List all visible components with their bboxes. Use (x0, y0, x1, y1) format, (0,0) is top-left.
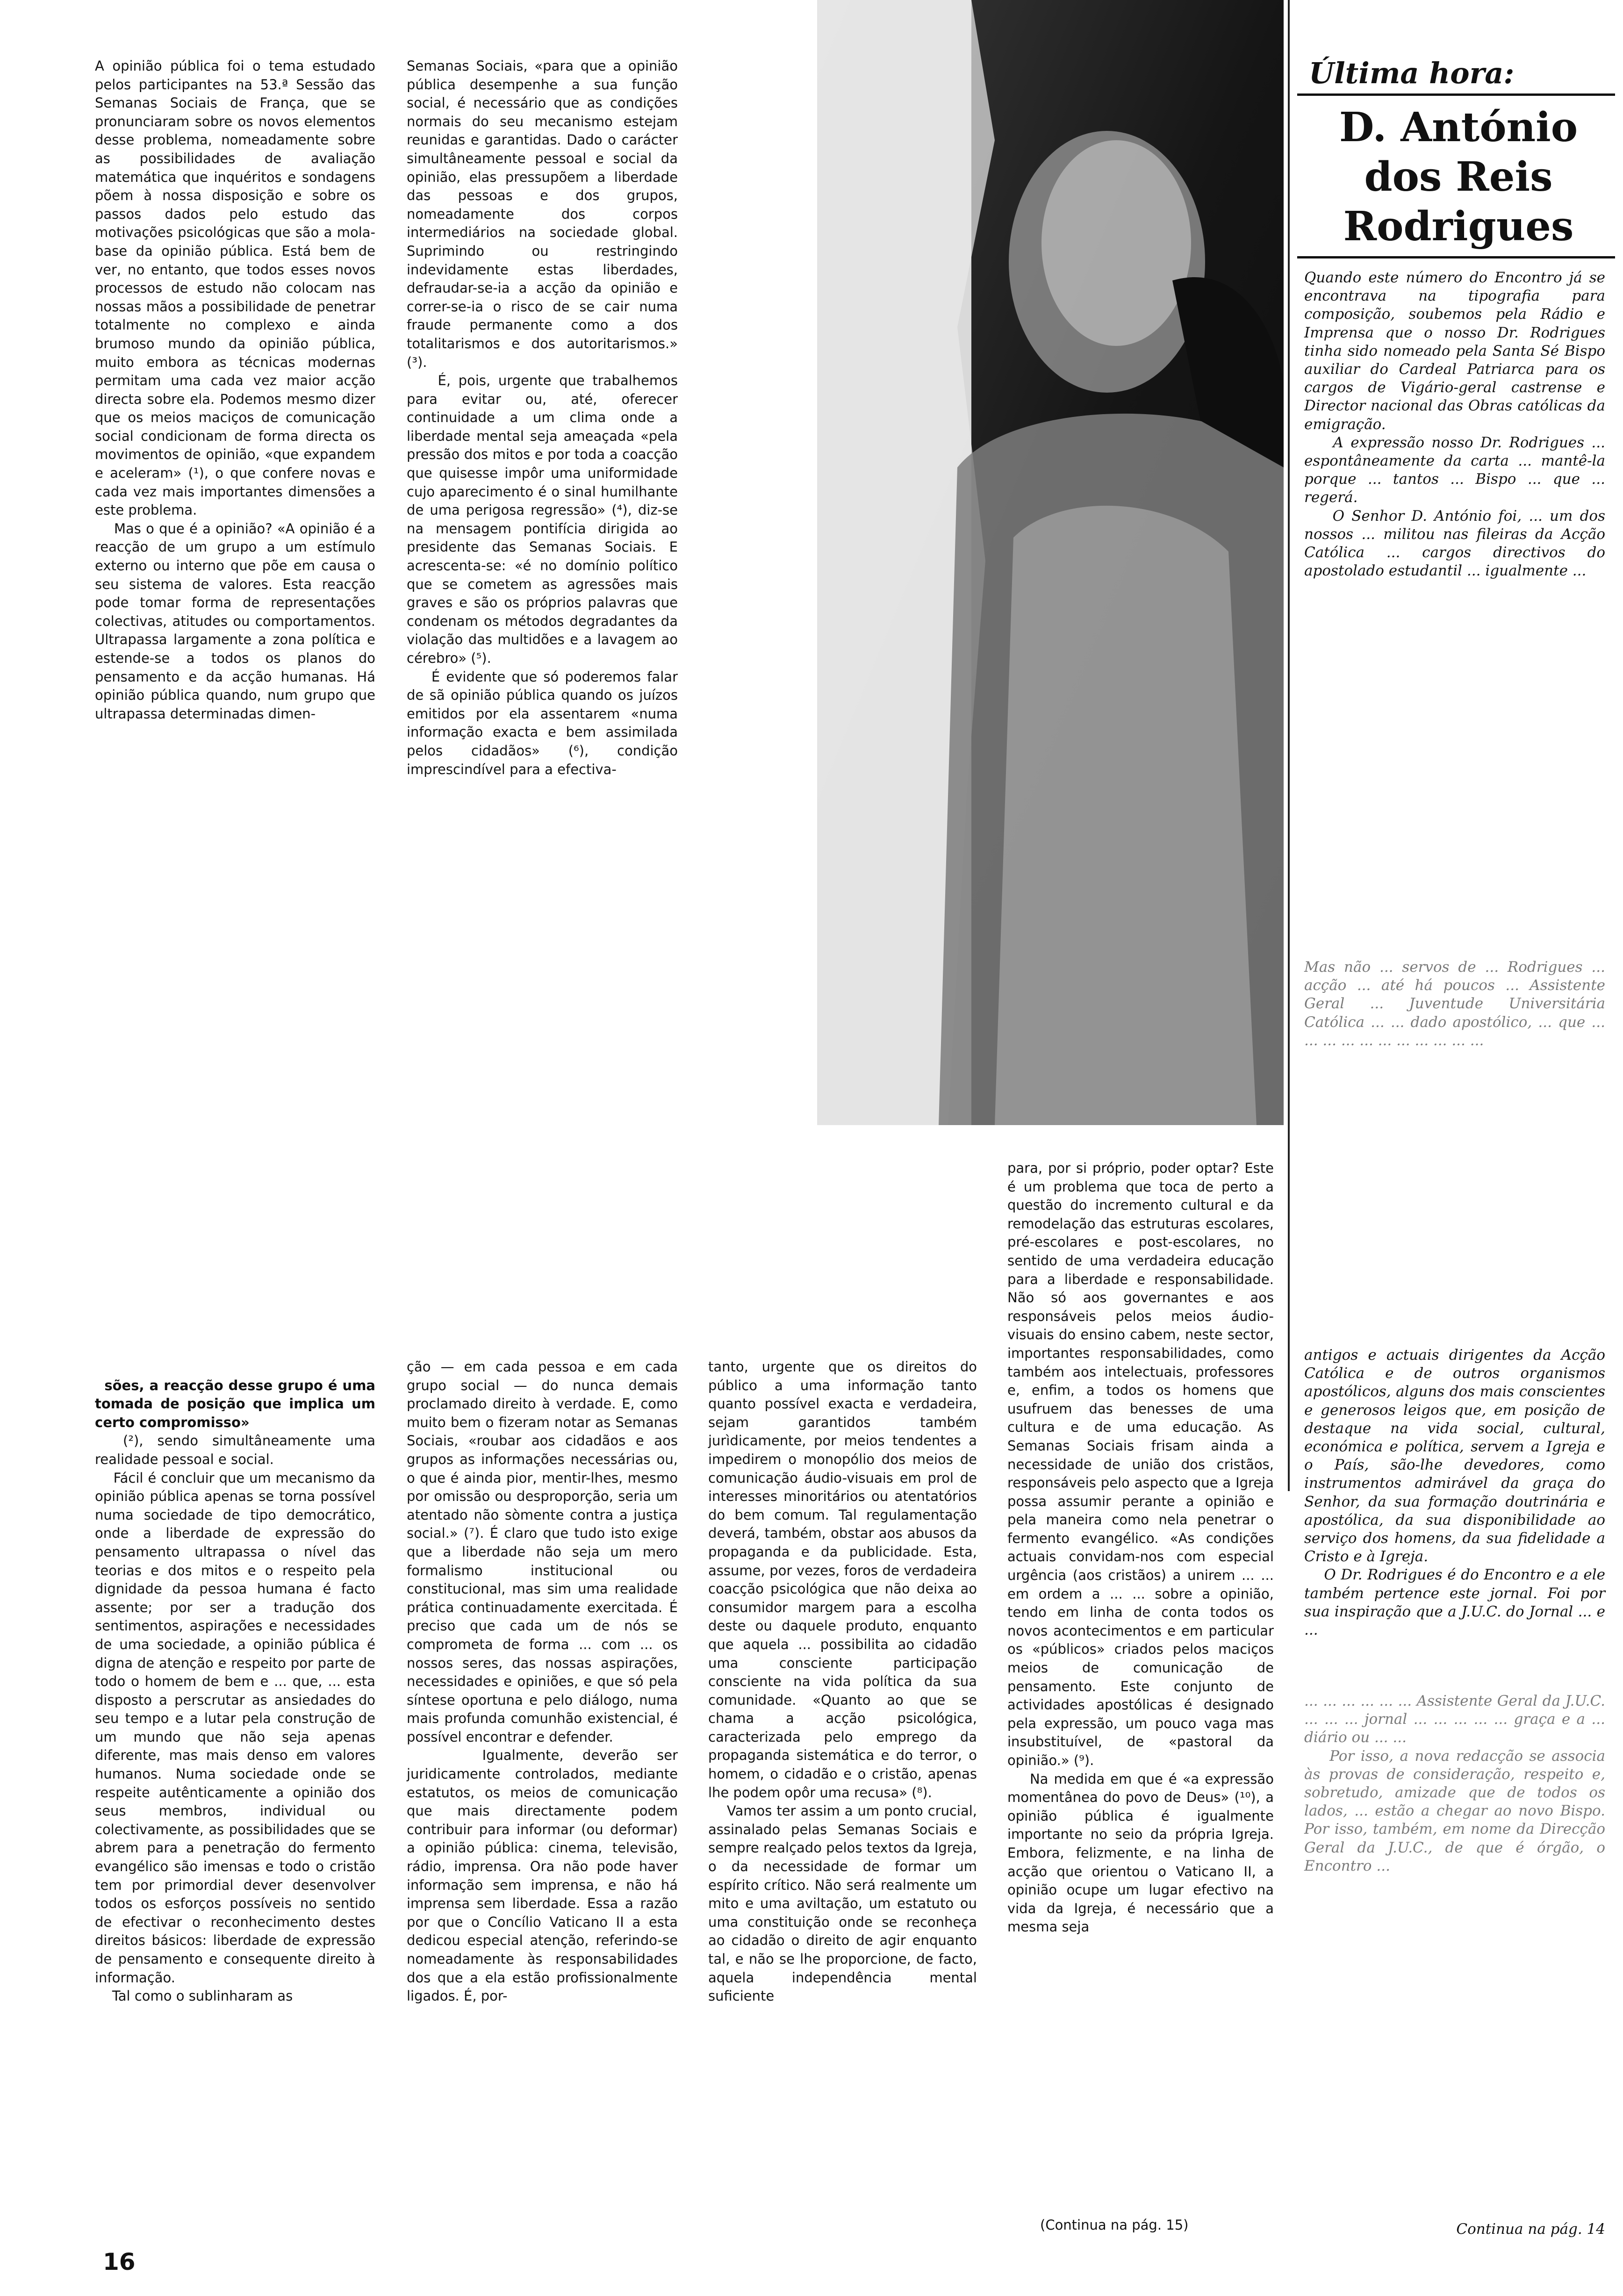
sidebar-title-line: D. António (1339, 104, 1578, 151)
sidebar-title-line: dos Reis (1364, 153, 1553, 201)
article-bottom-col3: tanto, urgente que os direitos do público a uma informação tanto quanto possível exacta e verdadeira, sejam garantidos também jurìdicamente, por meios tendentes a impedirem o monopólio dos meios de comunicação áudio-visuais em prol de interesses minoritários ou atentatórios do bem comum. Tal regulamentação deverá, também, obstar aos abusos da propaganda e da publicidade. Esta, assume, por vezes, foros de verdadeira coacção psicológica que não deixa ao consumidor margem para a escolha deste ou daquele produto, enquanto que aquela ... possibilita ao cidadão uma consciente participação consciente na vida política da sua comunidade. «Quanto ao que se chama a acção psicológica, caracterizada pelo emprego da propaganda sistemática e do terror, o homem, o cidadão e o cristão, apenas lhe podem opôr uma recusa» (⁸). Vamos ter assim a um ponto crucial, assinalado pelas Semanas Sociais e sempre realçado pelos textos da Igreja, o da necessidade de formar um espírito crítico. Não será realmente um mito e uma aviltação, um estatuto ou uma constituição onde se reconheça ao cidadão o direito de agir enquanto tal, e não se lhe proporcione, de facto, aquela independência mental suficiente (708, 1359, 977, 2004)
sidebar-title (1304, 103, 1613, 251)
sidebar-continued-note: Continua na pág. 14 (1456, 2221, 1605, 2238)
sidebar-title-rule (1297, 256, 1615, 258)
photo-illustration (817, 0, 1284, 1125)
page-number: 16 (103, 2248, 136, 2275)
sidebar-divider (1288, 0, 1290, 1491)
article-bottom-col1 (95, 1358, 381, 2006)
article-bottom-col4: para, por si próprio, poder optar? Este é um problema que toca de perto a questão do incremento cultural e da remodelação das estruturas escolares, pré-escolares e post-escolares, no sentido de uma verdadeira educação para a liberdade e responsabilidade. Não só aos governantes e aos responsáveis pelos meios áudio-visuais do ensino cabem, neste sector, importantes responsabilidades, como também aos intelectuais, professores e, enfim, a todos os homens que usufruem das benesses de uma cultura e de uma educação. As Semanas Sociais frisam ainda a necessidade de união dos cristãos, responsáveis pelo aspecto que a Igreja possa assumir perante a opinião e pela maneira como nela penetrar o fermento evangélico. «As condições actuais convidam-nos com especial urgência (aos cristãos) a unirem ... ... em ordem a ... ... sobre a opinião, tendo em linha de conta todos os novos acontecimentos e em particular os «públicos» criados pelos maciços meios de comunicação de pensamento. Este conjunto de actividades apostólicas é designado pela expressão, um pouco vaga mas insubstituível, de «pastoral da opinião.» (⁹). Na medida em que é «a expressão momentânea do povo de Deus» (¹⁰), a opinião pública é igualmente importante no seio da própria Igreja. Embora, felizmente, e na linha de acção que orientou o Vaticano II, a opinião ocupe um lugar efectivo na vida da Igreja, é necessário que a mesma seja (1007, 1160, 1274, 1935)
sidebar-kicker: Última hora: (1309, 56, 1515, 90)
article-photo (817, 0, 1284, 1125)
article-bold-quote: sões, a reacção desse grupo é uma tomada de posição que implica um certo compromisso» (95, 1377, 381, 1430)
sidebar-title-line: Rodrigues (1343, 203, 1574, 250)
sidebar-para1: Quando este número do Encontro já se encontrava na tipografia para composição, soubemos pela Rádio e Imprensa que o nosso Dr. Rodrigues tinha sido nomeado pela Santa Sé Bispo auxiliar do Cardeal Patriarca para os cargos de Vigário-geral castrense e Director nacional das Obras católicas da emigração. A expressão nosso Dr. Rodrigues ... espontâneamente da carta ... mantê-la porque ... tantos ... Bispo ... que ... regerá. O Senhor D. António foi, ... um dos nossos ... militou nas fileiras da Acção Católica ... cargos directivos do apostolado estudantil ... igualmente ... (1304, 269, 1605, 580)
article-bottom-col2: ção — em cada pessoa e em cada grupo social — do nunca demais proclamado direito à verdade. E, como muito bem o fizeram notar as Semanas Sociais, «roubar aos cidadãos e aos grupos as informações necessárias ou, o que é ainda pior, mentir-lhes, mesmo por omissão ou desproporção, seria um atentado não sòmente contra a justiça social.» (⁷). É claro que tudo isto exige que a liberdade não seja um mero formalismo institucional ou constitucional, mas sim uma realidade prática continuadamente exercitada. É preciso que cada um de nós se comprometa de forma ... com ... os nossos seres, das nossas aspirações, necessidades e opiniões, e que só pela síntese oportuna e pelo diálogo, numa mais profunda comunhão existencial, é possível encontrar e defender. Igualmente, deverão ser juridicamente controlados, mediante estatutos, os meios de comunicação que mais directamente podem contribuir para informar (ou deformar) a opinião pública: cinema, televisão, rádio, imprensa. Ora não pode haver informação sem imprensa, e não há imprensa sem liberdade. Essa a razão por que o Concílio Vaticano II a esta dedicou especial atenção, referindo-se nomeadamente às responsabilidades dos que a ela estão profissionalmente ligados. É, por- (407, 1359, 678, 2004)
sidebar-top-rule (1297, 93, 1615, 96)
article-continued-note: (Continua na pág. 15) (1040, 2217, 1189, 2233)
sidebar-para4: ... ... ... ... ... ... Assistente Geral da J.U.C. ... ... ... jornal ... ... ... ... ... graça e a ... diário ou ... ... Por isso, a nova redacção se associa às provas de consideração, respeito e, sobretudo, amizade que de todos os lados, ... estão a chegar ao novo Bispo. Por isso, também, em nome da Direcção Geral da J.U.C., de que é órgão, o Encontro ... (1304, 1693, 1605, 1874)
article-bottom-col1-text: (²), sendo simultâneamente uma realidade pessoal e social. Fácil é concluir que um mecanismo da opinião pública apenas se torna possível numa sociedade de tipo democrático, onde a liberdade de expressão do pensamento ultrapassa o nível das teorias e dos mitos e o respeito pela dignidade da pessoa humana é facto assente; por ser a tradução dos sentimentos, aspirações e necessidades de uma sociedade, a opinião pública é digna de atenção e respeito por parte de todo o homem de bem e ... que, ... esta disposto a perscrutar as ansiedades do seu tempo e a lutar pela construção de um mundo que não seja apenas diferente, mas mais denso em valores humanos. Numa sociedade onde se respeite autênticamente a opinião dos seus membros, individual ou colectivamente, as possibilidades que se abrem para a penetração do fermento evangélico são imensas e todo o cristão tem por primordial dever desenvolver todos os esforços possíveis no sentido de efectivar o reconhecimento destes direitos básicos: liberdade de expressão de pensamento e consequente direito à informação. Tal como o sublinharam as (95, 1433, 376, 2004)
article-top-col2: Semanas Sociais, «para que a opinião pública desempenhe a sua função social, é necessário que as condições normais do seu mecanismo estejam reunidas e garantidas. Dado o carácter simultâneamente pessoal e social da opinião, elas pressupõem a liberdade das pessoas e dos grupos, nomeadamente dos corpos intermediários na sociedade global. Suprimindo ou restringindo indevidamente estas liberdades, defraudar-se-ia a acção da opinião e correr-se-ia o risco de se cair numa fraude permanente como a dos totalitarismos e dos autoritarismos.» (³). É, pois, urgente que trabalhemos para evitar ou, até, oferecer continuidade a um clima onde a liberdade mental seja ameaçada «pela pressão dos mitos e por toda a coacção que quisesse impôr uma uniformidade cujo aparecimento é o sinal humilhante de uma perigosa regressão» (⁴), diz-se na mensagem pontifícia dirigida ao presidente das Semanas Sociais. E acrescenta-se: «é no domínio político que se cometem as agressões mais graves e são os próprios palavras que condenam os métodos degradantes da violação das multidões e a lavagem ao cérebro» (⁵). É evidente que só poderemos falar de sã opinião pública quando os juízos emitidos por ela assentarem «numa informação exacta e bem assimilada pelos cidadãos» (⁶), condição imprescindível para a efectiva- (407, 58, 678, 777)
sidebar-para2: Mas não ... servos de ... Rodrigues ... acção ... até há poucos ... Assistente Geral ... Juventude Universitária Católica ... ... dado apostólico, ... que ... ... ... ... ... ... ... ... ... ... ... (1304, 959, 1610, 1049)
sidebar-para3: antigos e actuais dirigentes da Acção Católica e de outros organismos apostólicos, alguns dos mais conscientes e generosos leigos que, em posição de destaque na vida social, cultural, económica e política, servem a Igreja e o País, são-lhe devedores, como instrumentos admirável da graça do Senhor, da sua formação doutrinária e apostólica, da sua disponibilidade ao serviço dos homens, da sua fidelidade a Cristo e à Igreja. O Dr. Rodrigues é do Encontro e a ele também pertence este jornal. Foi por sua inspiração que a J.U.C. do Jornal ... e ... (1304, 1347, 1606, 1639)
article-top-col1: A opinião pública foi o tema estudado pelos participantes na 53.ª Sessão das Semanas Sociais de França, que se pronunciaram sobre os novos elementos desse problema, nomeadamente sobre as possibilidades de avaliação matemática que inquéritos e sondagens põem à nossa disposição e sobre os passos dados pelo estudo das motivações psicológicas que são a mola-base da opinião pública. Está bem de ver, no entanto, que todos esses novos processos de estudo não colocam nas nossas mãos a possibilidade de penetrar totalmente no complexo e ainda brumoso mundo da opinião pública, muito embora as técnicas modernas permitam uma cada vez maior acção directa sobre ela. Podemos mesmo dizer que os meios maciços de comunicação social condicionam de forma directa os movimentos de opinião, «que expandem e aceleram» (¹), o que confere novas e cada vez mais importantes dimensões a este problema. Mas o que é a opinião? «A opinião é a reacção de um grupo a um estímulo externo ou interno que põe em causa o seu sistema de valores. Esta reacção pode tomar forma de representações colectivas, atitudes ou comportamentos. Ultrapassa largamente a zona política e estende-se a todos os planos do pensamento e da acção humanas. Há opinião pública quando, num grupo que ultrapassa determinadas dimen- (95, 58, 375, 722)
